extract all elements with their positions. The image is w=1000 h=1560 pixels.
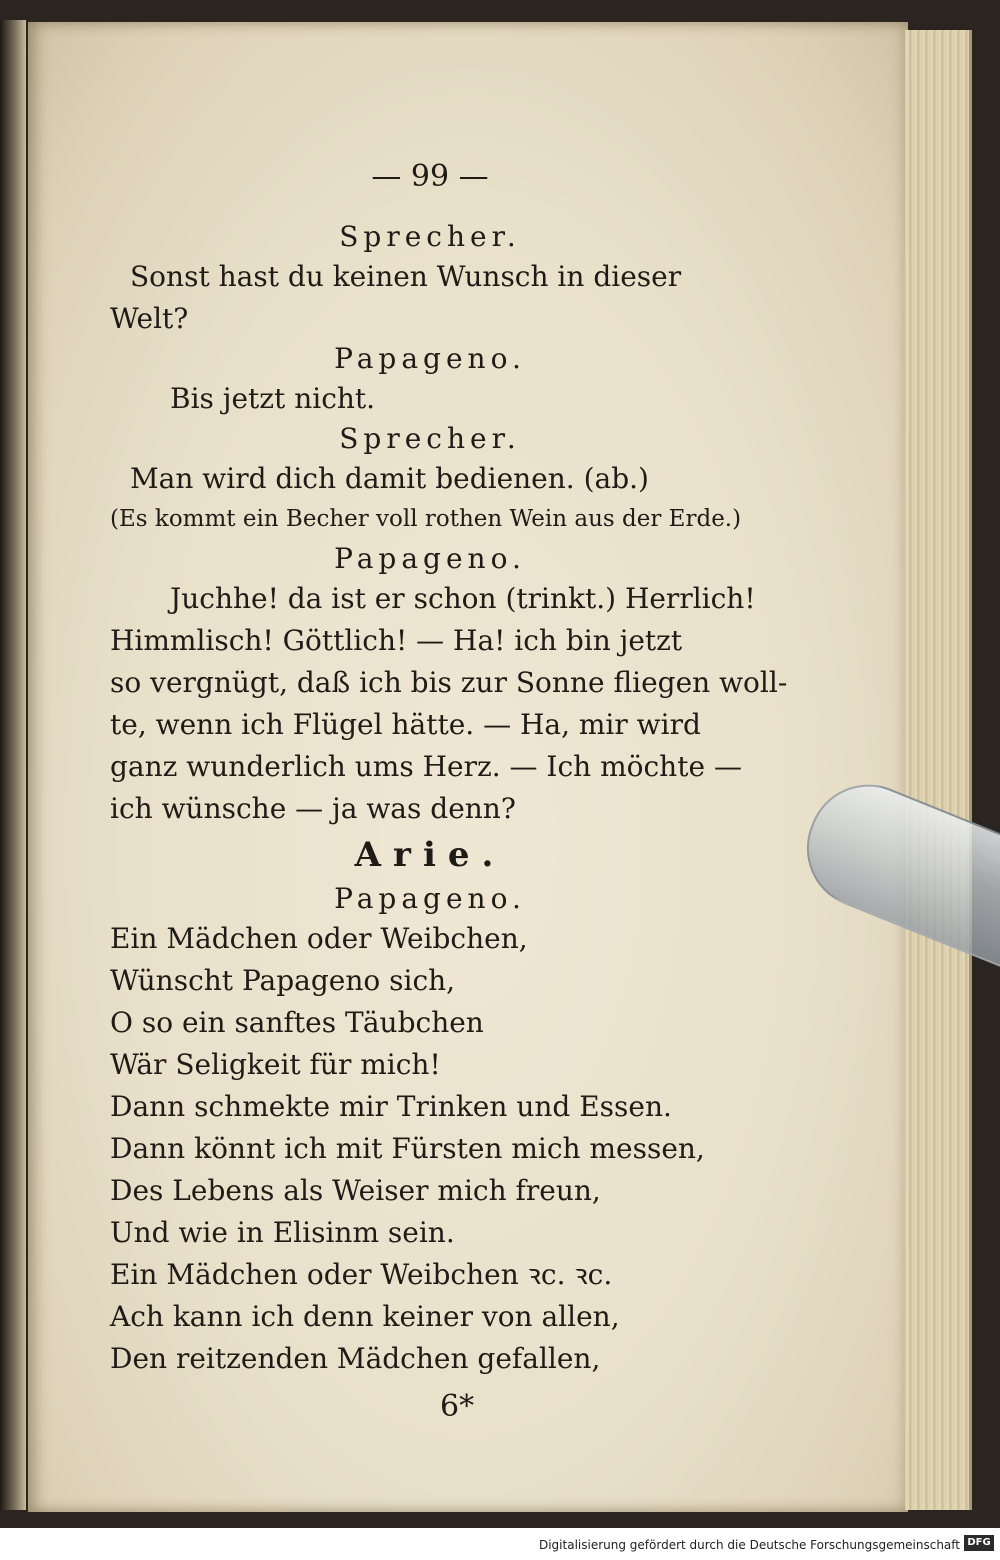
speaker-heading: Sprecher. [339,220,521,253]
verse-line: Wünscht Papageno sich, [110,964,456,997]
text-line: te, wenn ich Flügel hätte. — Ha, mir wird [110,708,701,741]
text-line: ganz wunderlich ums Herz. — Ich möchte — [110,750,742,783]
verse-line: Ach kann ich denn keiner von allen, [110,1300,620,1333]
page-number: — 99 — [371,159,489,194]
dfg-logo: DFG [964,1535,994,1551]
verse-line: Des Lebens als Weiser mich freun, [110,1174,601,1207]
verse-line: Den reitzenden Mädchen gefallen, [110,1342,601,1375]
verse-line: Dann könnt ich mit Fürsten mich messen, [110,1132,705,1165]
page-edges-stack [905,30,972,1510]
verse-line: Dann schmekte mir Trinken und Essen. [110,1090,672,1123]
verse-line: O so ein sanftes Täubchen [110,1006,484,1039]
text-line: Bis jetzt nicht. [170,382,376,415]
stage-direction: (Es kommt ein Becher voll rothen Wein aus der Erde.) [110,506,742,532]
dfg-credit-text: Digitalisierung gefördert durch die Deutsche Forschungsgemeinschaft [538,1538,960,1552]
text-line: Welt? [110,302,189,335]
speaker-heading: Sprecher. [339,422,521,455]
aria-heading: Arie. [354,835,506,875]
text-line: Himmlisch! Göttlich! — Ha! ich bin jetzt [110,624,683,657]
text-line: Sonst hast du keinen Wunsch in dieser [130,260,682,293]
left-page-edge [0,20,26,1510]
verse-line: Ein Mädchen oder Weibchen, [110,922,528,955]
text-line: Juchhe! da ist er schon (trinkt.) Herrlich! [170,582,756,615]
text-line: Man wird dich damit bedienen. (ab.) [130,462,649,495]
signature-mark: 6* [440,1389,475,1424]
speaker-heading: Papageno. [334,342,526,375]
verse-line: Und wie in Elisinm sein. [110,1216,455,1249]
text-line: so vergnügt, daß ich bis zur Sonne fliegen woll- [110,666,788,699]
text-line: ich wünsche — ja was denn? [110,792,516,825]
verse-line: Ein Mädchen oder Weibchen ꝛc. ꝛc. [110,1258,613,1291]
speaker-heading: Papageno. [334,542,526,575]
speaker-heading: Papageno. [334,882,526,915]
verse-line: Wär Seligkeit für mich! [110,1048,441,1081]
